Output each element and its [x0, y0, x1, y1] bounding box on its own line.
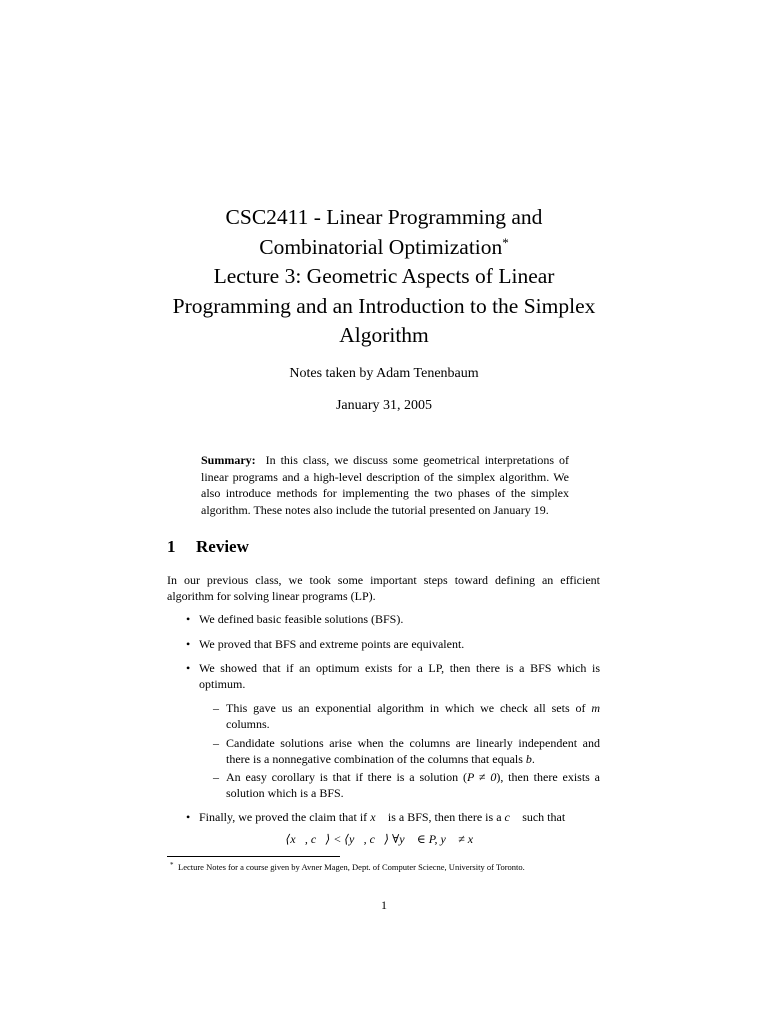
bullet-marker: •	[186, 637, 191, 651]
sub-bullet-item	[213, 700, 600, 732]
dash-marker: –	[213, 736, 219, 750]
dash-marker: –	[213, 701, 219, 715]
bullet-item	[186, 636, 600, 652]
sub-bullet-text-after: .	[531, 752, 535, 766]
page-number: 1	[381, 898, 387, 912]
footnote-rule	[167, 856, 340, 857]
bullet-item	[186, 611, 600, 627]
document-title	[0, 203, 768, 351]
title-line-3: Lecture 3: Geometric Aspects of Linear	[213, 264, 555, 288]
footnote-marker: *	[170, 861, 174, 869]
bullet-text: We defined basic feasible solutions (BFS).	[199, 612, 404, 626]
title-line-4: Programming and an Introduction to the Simplex	[172, 293, 596, 318]
display-formula: ⟨x⃗, c⃗⟩ < ⟨y⃗, c⃗⟩ ∀y⃗ ∈ P, y⃗ ≠ x⃗	[285, 832, 483, 846]
footnote-text: Lecture Notes for a course given by Avner Magen, Dept. of Computer Sciecne, University of Toronto.	[178, 862, 525, 872]
author-line: Notes taken by Adam Tenenbaum	[289, 366, 479, 381]
date-line: January 31, 2005	[335, 398, 433, 413]
vector-c-symbol: c⃗	[504, 810, 520, 824]
bullet-marker: •	[186, 810, 191, 824]
math-symbol: b	[525, 752, 532, 766]
bullet-text: We showed that if an optimum exists for a LP, then there is a BFS which is optimum.	[199, 661, 600, 691]
sub-bullet-item	[213, 769, 600, 801]
sub-bullet-text-before: Candidate solutions arise when the columns are linearly independent and there is a nonnegative combination of the columns that equals	[226, 736, 600, 766]
title-line-5: Algorithm	[339, 323, 429, 347]
section-heading	[167, 537, 249, 557]
bullet-marker: •	[186, 661, 191, 675]
section-title: Review	[196, 537, 249, 556]
bullet-text-part: Finally, we proved the claim that if	[199, 810, 371, 824]
math-symbol: P ≠ 0	[466, 770, 497, 784]
title-line-1: CSC2411 - Linear Programming and	[225, 205, 543, 229]
sub-bullet-item	[213, 735, 600, 767]
summary-paragraph	[201, 452, 569, 518]
math-symbol: m	[591, 701, 600, 715]
bullet-item	[186, 660, 600, 692]
sub-bullet-text-after: columns.	[226, 717, 270, 731]
summary-text: In this class, we discuss some geometrical interpretations of linear programs and a high-level description of the simplex algorithm. We also introduce methods for implementing the two phases of the simplex algorithm. These notes also include the tutorial presented on January 19.	[201, 453, 569, 517]
bullet-text-part: is a BFS, then there is a	[384, 810, 505, 824]
sub-bullet-text-before: An easy corollary is that if there is a solution (	[226, 770, 467, 784]
intro-paragraph: In our previous class, we took some important steps toward defining an efficient algorithm for solving linear programs (LP).	[167, 573, 600, 603]
title-footnote-marker: *	[502, 234, 509, 250]
title-line-2	[0, 233, 768, 263]
sub-bullet-text-after: ), then there exists a solution which is a BFS.	[226, 770, 600, 800]
bullet-item	[186, 809, 619, 825]
vector-x-symbol: x⃗	[370, 810, 385, 824]
title-line-2-text: Combinatorial Optimization	[259, 234, 503, 259]
bullet-text: We proved that BFS and extreme points are equivalent.	[199, 637, 465, 651]
dash-marker: –	[213, 770, 219, 784]
section-number: 1	[167, 537, 176, 556]
sub-bullet-text-before: This gave us an exponential algorithm in which we check all sets of	[226, 701, 592, 715]
footnote	[170, 861, 525, 873]
bullet-marker: •	[186, 612, 191, 626]
summary-label: Summary:	[201, 453, 256, 467]
bullet-text-part: such that	[519, 810, 566, 824]
